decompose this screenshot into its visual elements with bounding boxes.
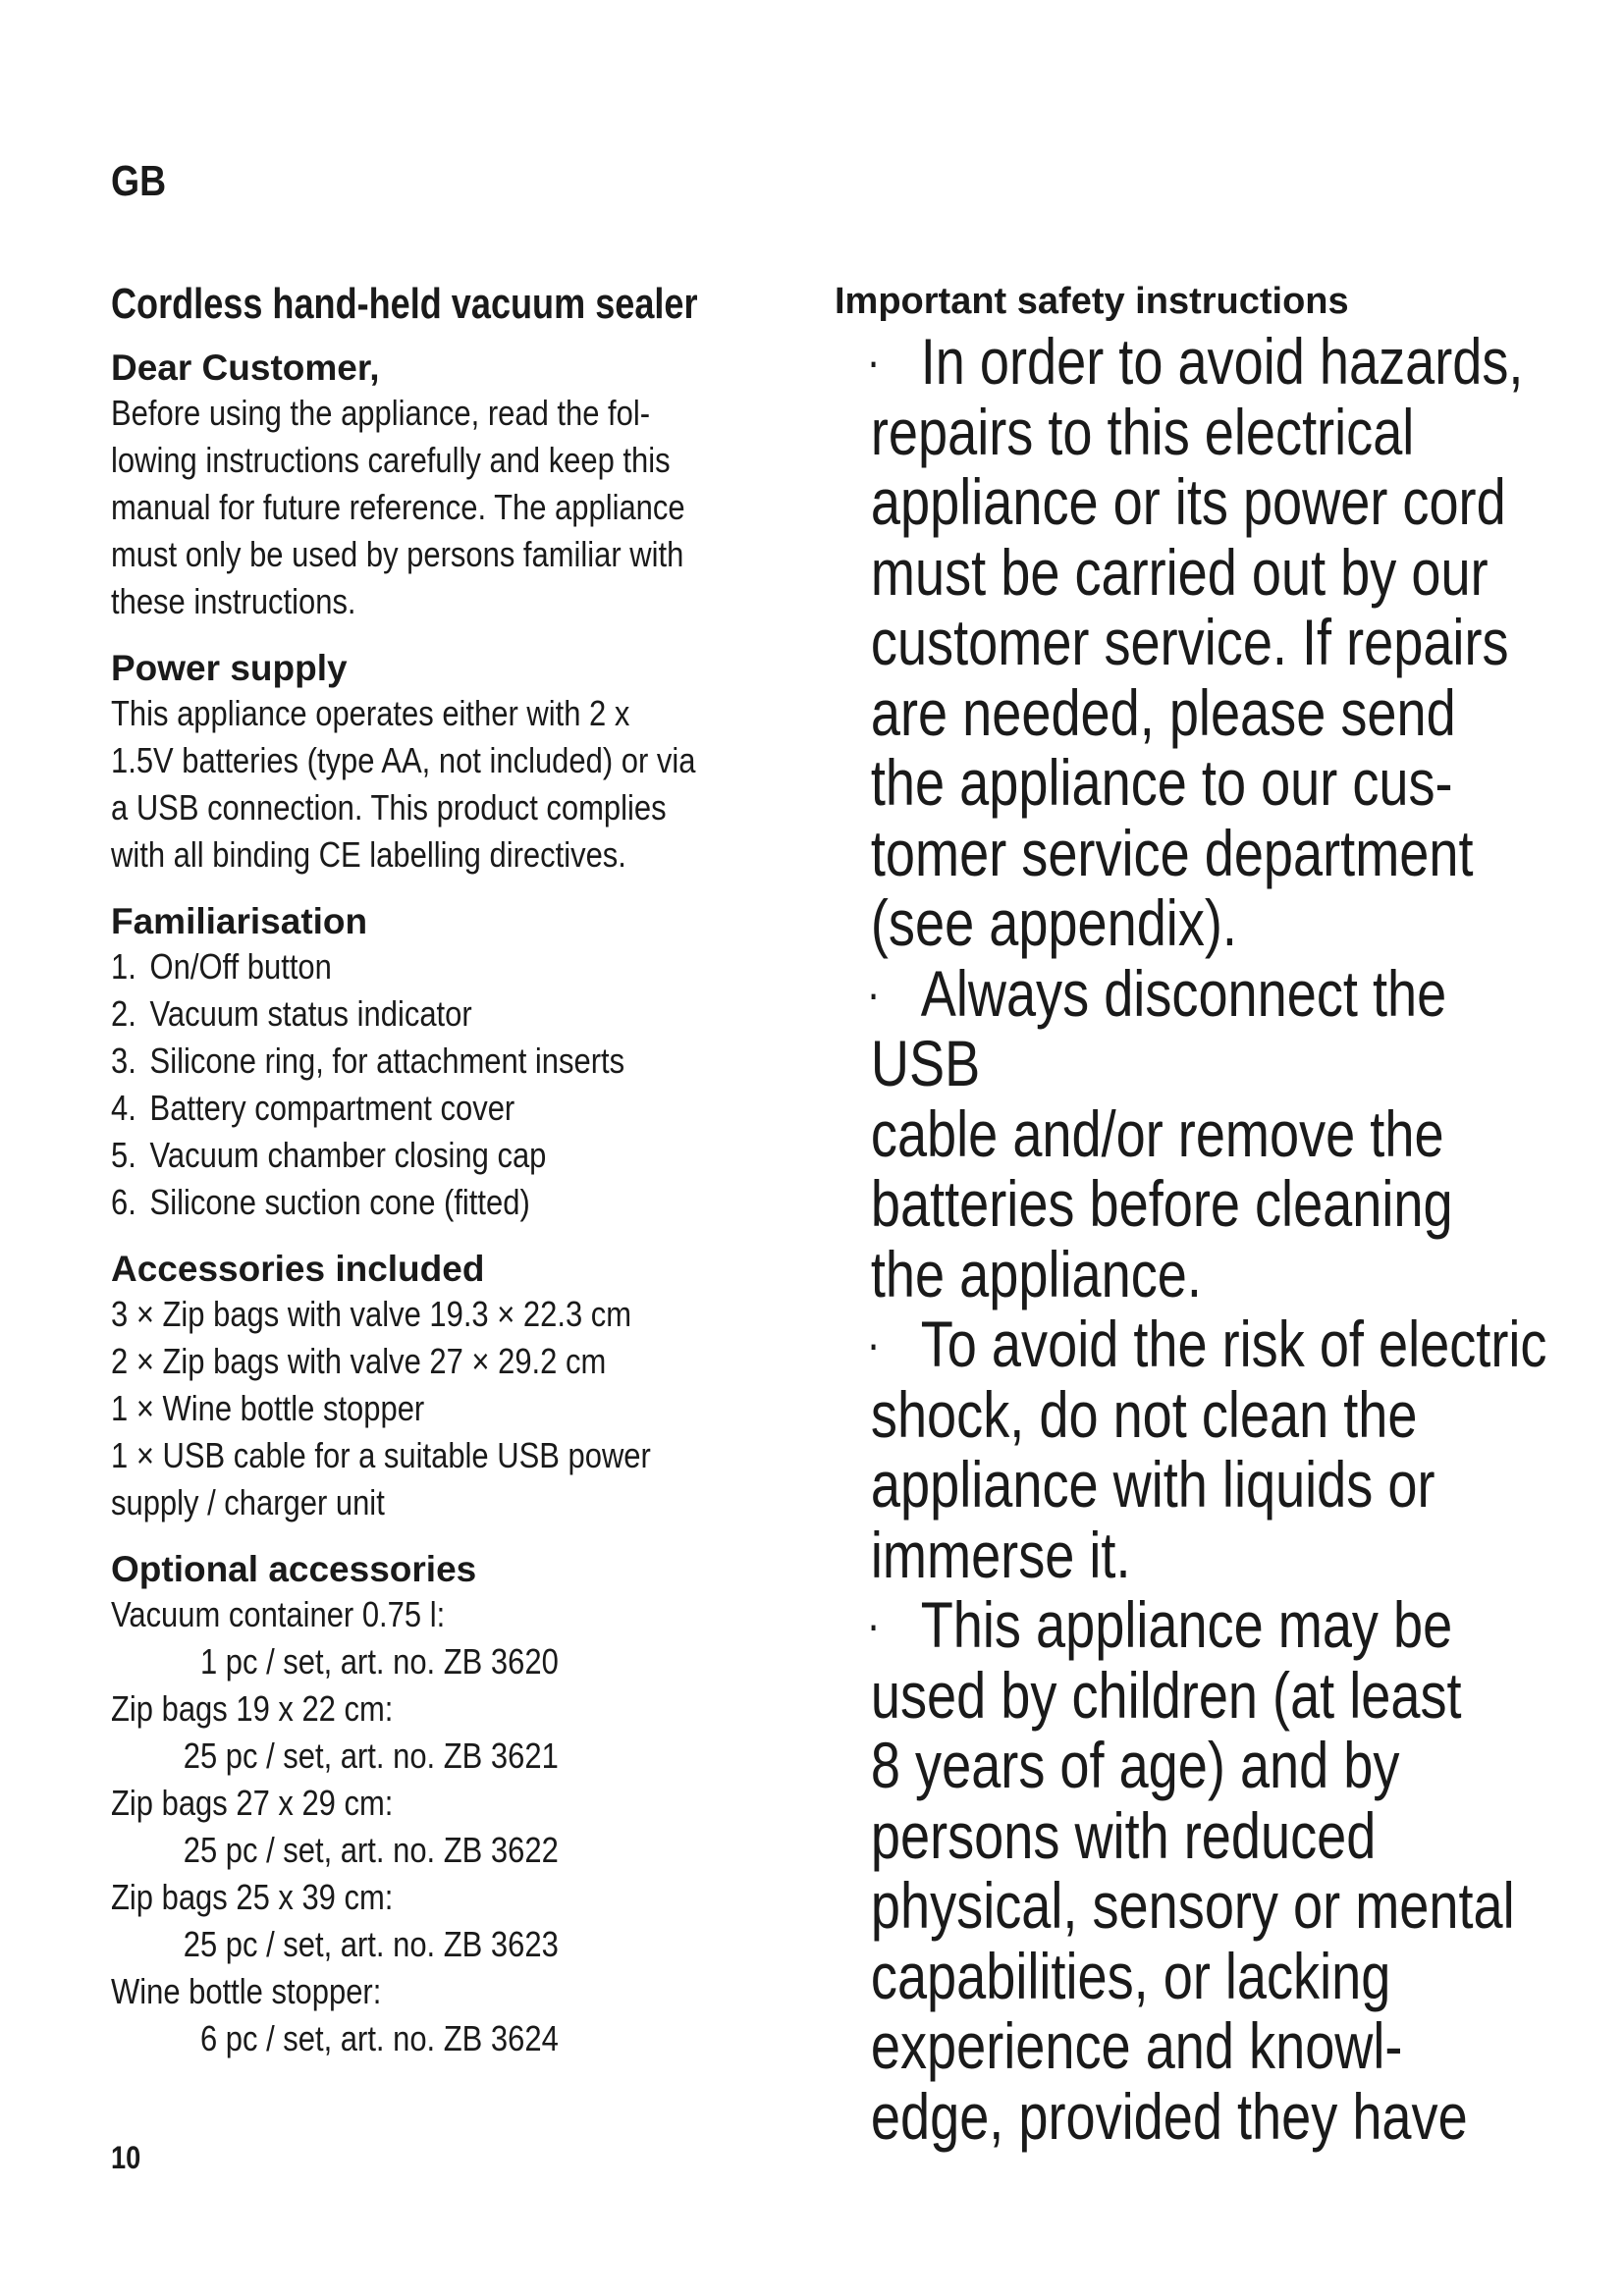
text-line: tomer service department: [870, 816, 1474, 889]
optional-accessories-heading: Optional accessories: [111, 1549, 477, 1589]
accessory-ref: 1 pc / set, art. no. ZB 3620: [199, 1641, 559, 1682]
safety-text-cont: [835, 1096, 1559, 1310]
familiarisation-section: [111, 900, 788, 1226]
accessories-heading: Accessories included: [111, 1249, 485, 1289]
text-line: customer service. If repairs: [870, 606, 1509, 678]
item-label: Silicone suction cone (fitted): [149, 1182, 530, 1222]
list-item: [111, 1038, 786, 1085]
list-item: 2 × Zip bags with valve 27 × 29.2 cm: [111, 1341, 607, 1381]
text-line: a USB connection. This product complies: [111, 787, 667, 828]
item-label: Vacuum status indicator: [149, 993, 472, 1034]
item-number: 1.: [111, 946, 136, 987]
accessory-name: Zip bags 27 x 29 cm:: [111, 1783, 394, 1823]
list-item: [111, 943, 786, 990]
list-item: [111, 1179, 786, 1226]
optional-accessories-list: [111, 1591, 786, 2062]
accessories-section: [111, 1248, 788, 1526]
page-number: 10: [111, 2140, 141, 2175]
text-line: persons with reduced: [870, 1798, 1377, 1872]
list-item: [111, 1132, 786, 1179]
safety-text-cont: [835, 1377, 1559, 1591]
item-number: 2.: [111, 993, 136, 1034]
text-line: must be carried out by our: [870, 535, 1489, 609]
text-line: cable and/or remove the: [870, 1096, 1444, 1170]
item-label: On/Off button: [149, 946, 332, 987]
dear-customer-heading: Dear Customer,: [111, 347, 380, 388]
bullet-icon: ·: [866, 334, 881, 389]
dear-customer-section: [111, 347, 788, 625]
list-item: 1 × USB cable for a suitable USB power: [111, 1435, 651, 1475]
safety-text-cont: [835, 395, 1559, 959]
text-line: 1.5V batteries (type AA, not included) or via: [111, 740, 696, 780]
text-line: with all binding CE labelling directives.: [111, 834, 626, 875]
page-title: Cordless hand-held vacuum sealer: [111, 280, 698, 328]
accessory-name: Vacuum container 0.75 l:: [111, 1594, 446, 1634]
text-line: To avoid the risk of electric: [920, 1308, 1547, 1380]
safety-text: [835, 1309, 1559, 1380]
safety-item: [835, 1309, 1559, 1590]
text-line: In order to avoid hazards,: [920, 325, 1524, 398]
text-line: used by children (at least: [870, 1658, 1462, 1732]
safety-text-cont: [835, 1658, 1559, 2153]
text-line: appliance or its power cord: [870, 465, 1506, 538]
item-number: 6.: [111, 1182, 136, 1222]
text-line: these instructions.: [111, 581, 356, 621]
power-supply-text: [111, 690, 786, 879]
item-number: 3.: [111, 1041, 136, 1081]
safety-item: [835, 956, 1559, 1310]
familiarisation-list: [111, 943, 786, 1226]
safety-item: [835, 1590, 1559, 2152]
accessory-name: Wine bottle stopper:: [111, 1971, 382, 2011]
safety-text: [835, 1590, 1559, 1661]
text-line: immerse it.: [870, 1518, 1131, 1591]
text-line: experience and knowl-: [870, 2009, 1403, 2082]
text-line: the appliance to our cus-: [870, 746, 1453, 819]
accessory-name: Zip bags 25 x 39 cm:: [111, 1877, 394, 1917]
text-line: repairs to this electrical: [870, 395, 1415, 468]
language-code: GB: [111, 157, 167, 205]
text-line: are needed, please send: [870, 675, 1456, 749]
accessory-name: Zip bags 19 x 22 cm:: [111, 1688, 394, 1729]
accessories-list: [111, 1291, 786, 1526]
power-supply-section: [111, 647, 788, 879]
accessory-ref: 6 pc / set, art. no. ZB 3624: [199, 2018, 559, 2058]
accessory-ref: 25 pc / set, art. no. ZB 3623: [183, 1924, 559, 1964]
accessory-ref: 25 pc / set, art. no. ZB 3622: [183, 1830, 559, 1870]
text-line: the appliance.: [870, 1237, 1202, 1310]
item-label: Battery compartment cover: [149, 1088, 515, 1128]
left-column: [111, 280, 788, 2084]
safety-item: [835, 327, 1559, 959]
text-line: shock, do not clean the: [870, 1377, 1418, 1451]
bullet-icon: ·: [866, 1316, 881, 1371]
text-line: must only be used by persons familiar with: [111, 534, 684, 574]
item-label: Silicone ring, for attachment inserts: [149, 1041, 625, 1081]
dear-customer-text: [111, 390, 786, 625]
text-line: Always disconnect the USB: [870, 956, 1447, 1099]
safety-list: [835, 327, 1559, 2152]
text-line: appliance with liquids or: [870, 1448, 1435, 1521]
text-line: manual for future reference. The appliance: [111, 487, 685, 527]
text-line: edge, provided they have: [870, 2079, 1468, 2153]
item-number: 4.: [111, 1088, 136, 1128]
list-item: [111, 1085, 786, 1132]
text-line: capabilities, or lacking: [870, 1939, 1391, 2012]
right-column: [835, 280, 1561, 2152]
list-item: 1 × Wine bottle stopper: [111, 1388, 425, 1428]
list-item: [111, 990, 786, 1038]
accessory-ref: 25 pc / set, art. no. ZB 3621: [183, 1735, 559, 1776]
text-line: This appliance may be: [920, 1588, 1453, 1661]
text-line: lowing instructions carefully and keep this: [111, 440, 671, 480]
safety-text: [835, 327, 1559, 398]
power-supply-heading: Power supply: [111, 648, 348, 688]
item-number: 5.: [111, 1135, 136, 1175]
text-line: physical, sensory or mental: [870, 1869, 1515, 1942]
text-line: batteries before cleaning: [870, 1167, 1453, 1240]
list-item: supply / charger unit: [111, 1482, 385, 1522]
safety-heading: Important safety instructions: [835, 281, 1349, 322]
item-label: Vacuum chamber closing cap: [149, 1135, 547, 1175]
bullet-icon: ·: [866, 1597, 881, 1652]
text-line: Before using the appliance, read the fol-: [111, 393, 651, 433]
text-line: (see appendix).: [870, 886, 1237, 959]
familiarisation-heading: Familiarisation: [111, 901, 368, 941]
safety-text: [835, 956, 1559, 1099]
list-item: 3 × Zip bags with valve 19.3 × 22.3 cm: [111, 1294, 632, 1334]
text-line: This appliance operates either with 2 x: [111, 693, 630, 733]
text-line: 8 years of age) and by: [870, 1729, 1400, 1801]
optional-accessories-section: [111, 1548, 788, 2062]
bullet-icon: ·: [866, 965, 881, 1021]
